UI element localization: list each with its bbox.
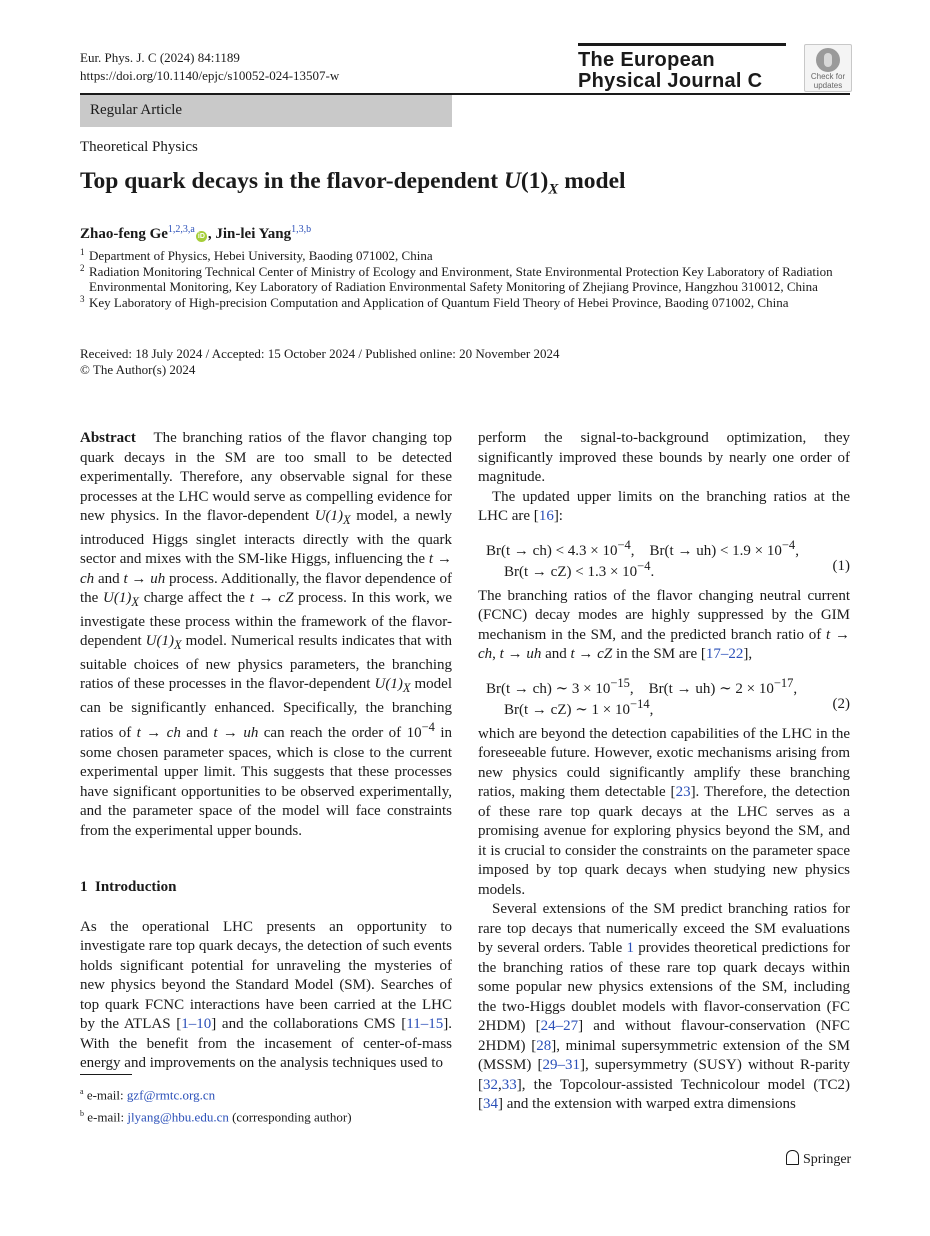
citation-link[interactable]: 29–31: [542, 1057, 580, 1073]
paragraph-text: ],: [743, 646, 753, 662]
title-text-end: model: [558, 168, 626, 194]
affiliation-1: [80, 248, 852, 264]
math-t-uh: t → uh: [499, 646, 542, 662]
citation-link[interactable]: 32: [483, 1076, 498, 1093]
eq-term: ,: [793, 680, 798, 697]
intro-text: ] and the collaborations CMS [: [211, 1016, 407, 1032]
paragraph-text: ]:: [553, 508, 563, 524]
footnote-mark: a: [80, 1087, 84, 1096]
section-number: 1: [80, 879, 88, 895]
abstract-text: in some chosen parameter spaces, which is close to the current experimental upper limit. This suggests that these processes have significant opportunities to be observed experimentally, and the parameter space of the model will face constraints from the experimental upper bounds.: [80, 725, 453, 839]
paragraph-text: which are beyond the detection capabilities of the LHC in the foreseeable future. However, exotic mechanisms arising from new physics could significantly amplify these branching ratios, making them detectable [: [478, 725, 850, 800]
author-2[interactable]: Jin-lei Yang: [215, 226, 292, 242]
section-title: Introduction: [95, 879, 177, 895]
math-t-ch: t → ch: [478, 626, 850, 662]
email-link[interactable]: gzf@rmtc.org.cn: [126, 1087, 216, 1103]
math-x: X: [343, 513, 351, 527]
equation-1: [478, 535, 850, 580]
math-u1: U(1): [103, 590, 132, 606]
abstract-text: process. In this work, we investigate these process within the framework of the flavor-dependent: [80, 590, 452, 649]
affiliation-num: 1: [80, 247, 85, 257]
eq-term: Br(t → ch) ∼ 3 × 10: [486, 680, 611, 697]
equation-number: (1): [832, 557, 850, 574]
abstract-text: process. Additionally, the flavor dependence of the: [80, 570, 452, 606]
paragraph-limits: [478, 488, 850, 527]
eq-term: Br(t → cZ) < 1.3 × 10: [504, 563, 638, 580]
abstract-text: charge affect the: [139, 590, 250, 606]
citation-link[interactable]: 34: [483, 1096, 498, 1112]
journal-name-line1: The European: [578, 49, 715, 71]
title-math-u: U: [503, 168, 521, 194]
exponent: −4: [421, 720, 435, 734]
paragraph-continued: perform the signal-to-background optimization, they significantly improved these bounds by nearly one order of magnitude.: [478, 430, 850, 485]
dates-line: Received: 18 July 2024 / Accepted: 15 October 2024 / Published online: 20 November 2024: [80, 346, 560, 361]
badge-text-2: updates: [813, 81, 843, 90]
footnote-note: (corresponding author): [228, 1109, 352, 1125]
math-t-uh: t → uh: [213, 725, 259, 741]
title-math-paren: (1): [520, 168, 549, 194]
citation-block: [80, 49, 339, 85]
math-x: X: [131, 595, 140, 609]
affiliation-text: Radiation Monitoring Technical Center of Ministry of Ecology and Environment, State Environmental Protection Key Laboratory of Radiation Environmental Monitoring, Key Laboratory of Radiation Environmental Safety Monitoring of Zhejiang Province, Hangzhou 310012, China: [89, 263, 833, 294]
exponent: −4: [637, 558, 651, 573]
author-1[interactable]: Zhao-feng Ge: [80, 226, 168, 242]
equation-number: (2): [832, 695, 850, 712]
paragraph-exotic: [478, 725, 850, 901]
citation-link[interactable]: 23: [675, 784, 691, 800]
affiliation-num: 2: [80, 262, 85, 273]
bookmark-icon: [816, 48, 840, 72]
paragraph-text: ]. Therefore, the detection of these rare top quark decays at the LHC serves as a promising avenue for exploring physics beyond the SM, and it is crucial to consider the constraints on the parameter space imposed by top quark decays when studying new physics models.: [478, 784, 850, 898]
math-t-cz: t → cZ: [249, 590, 294, 606]
journal-citation: Eur. Phys. J. C (2024) 84:1189: [80, 50, 240, 65]
title-math-sub: X: [548, 181, 559, 198]
citation-link[interactable]: 17–22: [705, 646, 744, 662]
copyright-line: © The Author(s) 2024: [80, 361, 196, 377]
author-1-affil[interactable]: 1,2,3,a: [167, 224, 195, 235]
footnote-label: e-mail:: [84, 1109, 128, 1125]
footnote-rule: [80, 1074, 132, 1075]
citation-link[interactable]: 16: [538, 508, 554, 524]
affiliation-text: Department of Physics, Hebei University, Baoding 071002, China: [89, 248, 433, 263]
paragraph-text: ], the Topcolour-assisted Technicolour model (TC2) [: [478, 1076, 850, 1112]
affiliation-text: Key Laboratory of High-precision Computation and Application of Quantum Field Theory of Hebei Province, Baoding 071002, China: [89, 294, 789, 310]
abstract-text: can reach the order of 10: [258, 725, 422, 741]
journal-name-line2: Physical Journal C: [578, 70, 763, 92]
right-column: [478, 429, 850, 1115]
exponent: −15: [610, 675, 630, 690]
springer-horse-icon: [786, 1150, 799, 1165]
intro-text: As the operational LHC presents an opportunity to investigate rare top quark decays, the detection of such events holds significant potential for unraveling the mysteries of new physics beyond the Standard Model (SM). Searches of top quark FCNC interactions have been carried at the LHC by the ATLAS [: [80, 918, 452, 1032]
math-x: X: [174, 638, 182, 652]
left-column: [80, 429, 452, 1074]
eq-term: , Br(t → uh) < 1.9 × 10: [630, 542, 782, 559]
paragraph-text: ,: [498, 1076, 502, 1093]
table-link[interactable]: 1: [626, 940, 634, 956]
article-type-banner: [80, 95, 452, 127]
orcid-icon[interactable]: iD: [197, 233, 205, 240]
eq-term: Br(t → ch) < 4.3 × 10: [486, 542, 618, 559]
title-text: Top quark decays in the flavor-dependent: [80, 168, 504, 194]
paragraph-text: ], minimal supersymmetric extension of the SM (MSSM) [: [478, 1037, 850, 1073]
eq-term: .: [650, 563, 655, 580]
math-t-uh: t → uh: [123, 570, 166, 587]
citation-link[interactable]: 28: [536, 1037, 552, 1054]
article-title: [80, 168, 626, 199]
badge-text-1: Check for: [810, 72, 846, 81]
section-heading-introduction: [80, 878, 452, 898]
exponent: −14: [630, 696, 650, 711]
intro-text: ]. With the benefit from the incasement of center-of-mass energy and improvements on the analysis techniques used to: [80, 1016, 452, 1071]
abstract-text: model can be significantly enhanced. Specifically, the branching ratios of: [80, 676, 452, 741]
citation-link[interactable]: 11–15: [406, 1016, 444, 1032]
exponent: −4: [781, 537, 796, 552]
affiliation-num: 3: [80, 293, 85, 304]
exponent: −17: [773, 675, 794, 690]
exponent: −4: [617, 537, 631, 552]
author-separator: ,: [207, 226, 216, 242]
affiliation-2: [80, 264, 852, 295]
journal-logo: [578, 43, 786, 92]
footnote-mark: b: [80, 1109, 84, 1119]
doi-link[interactable]: https://doi.org/10.1140/epjc/s10052-024-13507-w: [80, 68, 340, 83]
footnote-a: [80, 1082, 352, 1104]
paragraph-fcnc: The branching ratios of the flavor changing neutral current (FCNC) decay modes are highly suppressed by the GIM mechanism in the SM, and the predicted branch ratio of t → ch, t → uh and t → cZ in the SM are [17–22],: [478, 587, 850, 662]
footnotes: [80, 1082, 352, 1127]
math-x: X: [402, 681, 411, 695]
citation-link[interactable]: 24–27: [540, 1018, 579, 1034]
publisher-logo: [786, 1150, 851, 1168]
affiliations: [80, 248, 852, 310]
abstract-text: model, a newly introduced Higgs singlet interacts directly with the quark sector and mixes with the SM-like Higgs, influencing the: [80, 508, 452, 567]
paragraph-text: The updated upper limits on the branching ratios at the LHC are [: [478, 488, 850, 524]
math-t-ch: t → ch: [80, 551, 452, 587]
eq-term: Br(t → cZ) ∼ 1 × 10: [504, 701, 631, 718]
eq-term: , Br(t → uh) ∼ 2 × 10: [629, 680, 774, 697]
author-list: [80, 224, 311, 243]
paragraph-text: ] and without flavour-conservation (NFC 2HDM) [: [478, 1018, 850, 1054]
check-for-updates-badge[interactable]: [804, 44, 852, 92]
paragraph-text: ] and the extension with warped extra dimensions: [498, 1096, 796, 1112]
math-u1: U(1): [145, 633, 174, 649]
email-link[interactable]: jlyang@hbu.edu.cn: [127, 1109, 229, 1125]
math-u1: U(1): [314, 508, 344, 524]
footnote-label: e-mail:: [83, 1087, 127, 1103]
citation-link[interactable]: 33: [501, 1076, 517, 1093]
publication-dates: [80, 346, 559, 377]
paragraph-text: in the SM are [: [612, 646, 706, 662]
abstract: [80, 429, 452, 841]
paragraph-text: ], supersymmetry (SUSY) without R-parity [: [478, 1057, 850, 1093]
section-label: Theoretical Physics: [80, 139, 198, 155]
paragraph-extensions: [478, 900, 850, 1115]
intro-paragraph: [80, 918, 452, 1074]
publisher-name: Springer: [803, 1152, 852, 1167]
math-t-ch: t → ch: [136, 725, 181, 741]
paragraph-text: The branching ratios of the flavor changing neutral current (FCNC) decay modes are highly suppressed by the GIM mechanism in the SM, and the predicted branch ratio of: [478, 587, 850, 643]
abstract-text: The branching ratios of the flavor changing top quark decays in the SM are too small to be detected experimentally. Therefore, any observable signal for these processes at the LHC would serve as compelling evidence for new physics. In the flavor-dependent: [80, 430, 452, 524]
author-2-affil[interactable]: 1,3,b: [291, 224, 312, 235]
article-type-label: Regular Article: [90, 102, 183, 118]
abstract-text: model. Numerical results indicates that with suitable choices of new physics parameters, the branching ratios of these processes in the flavor-dependent: [80, 633, 452, 692]
abstract-label: Abstract: [80, 430, 136, 446]
eq-term: ,: [795, 542, 799, 559]
paragraph-text: provides theoretical predictions for the branching ratios of these rare top quark decays within some popular new physics extensions of the SM, including the two-Higgs doublet models with flavor-conservation (FC 2HDM) [: [478, 940, 850, 1034]
citation-link[interactable]: 1–10: [181, 1016, 212, 1032]
math-t-cz: t → cZ: [570, 646, 613, 662]
paragraph-text: and: [541, 646, 571, 662]
abstract-text: and: [94, 570, 124, 587]
eq-term: ,: [649, 701, 654, 718]
equation-2: [478, 673, 850, 718]
paragraph-text: Several extensions of the SM predict branching ratios for rare top decays that numerically exceed the SM evaluations by several orders. Table: [478, 901, 850, 956]
abstract-text: and: [180, 725, 214, 741]
footnote-b: [80, 1104, 352, 1126]
math-u1: U(1): [374, 676, 403, 692]
affiliation-3: [80, 295, 852, 311]
